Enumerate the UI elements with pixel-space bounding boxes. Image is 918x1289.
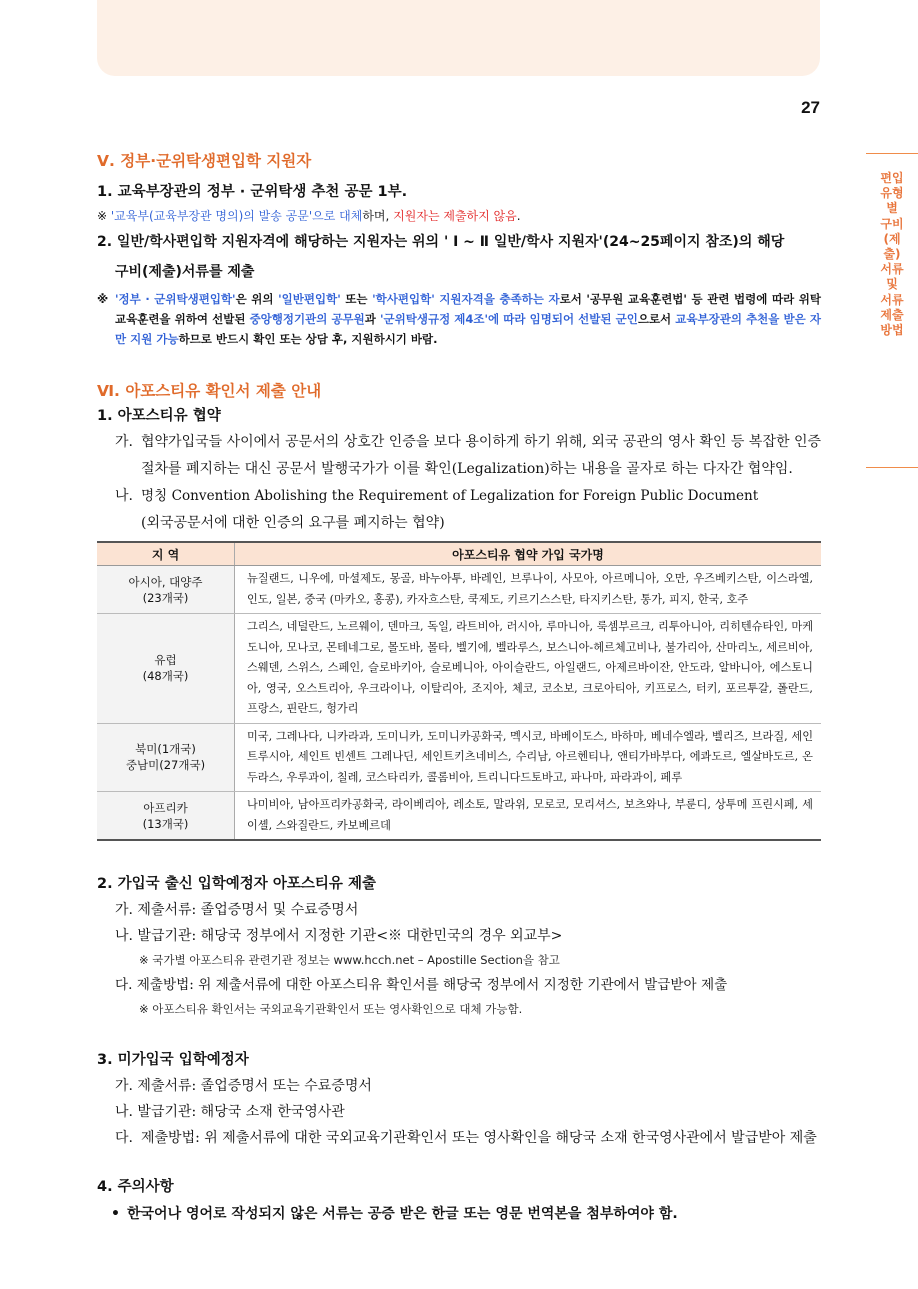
section6-sub1: 1. 아포스티유 협약 — [97, 408, 221, 424]
note-text: . — [516, 209, 521, 223]
s2-na: 나. 발급기관: 해당국 정부에서 지정한 기관<※ 대한민국의 경우 외교부> — [115, 928, 563, 944]
region-count: (13개국) — [142, 816, 189, 831]
region-count: (48개국) — [142, 669, 189, 684]
region-name: 북미(1개국) — [135, 742, 196, 757]
s3-ga: 가. 제출서류: 졸업증명서 또는 수료증명서 — [115, 1078, 372, 1094]
note2-span: 과 — [364, 312, 381, 326]
region-cell — [97, 614, 235, 724]
region-name: 유럽 — [154, 653, 177, 668]
note2-span: 은 위의 — [235, 292, 279, 306]
note2-span: '정부 · 군위탁생편입학' — [115, 292, 236, 306]
section5-note1 — [97, 206, 821, 227]
section6-title: Ⅵ. 아포스티유 확인서 제출 안내 — [97, 382, 322, 400]
region-count: 중남미(27개국) — [125, 758, 206, 773]
note-warning: 지원자는 제출하지 않음 — [393, 209, 517, 223]
note-mark: ※ — [97, 209, 111, 223]
side-tab-bottom-line — [866, 467, 918, 468]
note2-span: 하므로 반드시 확인 또는 상담 후, 지원하시기 바람. — [178, 332, 438, 346]
note2-span: 로서 '공무원 교육훈련법' 등 관련 법령에 따라 위탁교육훈련을 위하여 선발된 — [115, 292, 822, 326]
note-mark: ※ — [97, 292, 109, 306]
countries-cell: 나미비아, 남아프리카공화국, 라이베리아, 레소토, 말라위, 모로코, 모리셔스, 보츠와나, 부룬디, 상투메 프린시페, 세이셸, 스와질란드, 카보베르데 — [235, 792, 822, 841]
bullet-icon: • — [111, 1206, 120, 1222]
s4-text: 한국어나 영어로 작성되지 않은 서류는 공증 받은 한글 또는 영문 번역본을 첨부하여야 함. — [127, 1206, 678, 1222]
note2-span: '군위탁생규정 제4조'에 따라 임명되어 선발된 군인 — [380, 312, 638, 326]
item2-line1: 2. 일반/학사편입학 지원자격에 해당하는 지원자는 위의 ' Ⅰ ~ Ⅱ 일반/학사 지원자'(24~25페이지 참조)의 해당 — [97, 234, 785, 250]
section5-item1: 1. 교육부장관의 정부 · 군위탁생 추천 공문 1부. — [97, 184, 408, 200]
note2-span: 또는 — [340, 292, 373, 306]
table-row — [97, 723, 821, 792]
region-cell — [97, 723, 235, 792]
section5-item2 — [97, 227, 821, 287]
side-tab-top-line — [866, 153, 918, 154]
header-band — [97, 0, 820, 76]
region-count: (23개국) — [142, 590, 189, 605]
note2-span: 교육부장관의 추천을 받은 자만 지원 가능 — [115, 312, 821, 346]
na-text — [141, 483, 758, 537]
note2-span: 중앙행정기관의 공무원 — [249, 312, 365, 326]
side-tab — [866, 153, 918, 468]
note2-span: '일반편입학' — [278, 292, 341, 306]
note-link-text: '교육부(교육부장관 명의)의 발송 공문'으로 대체 — [110, 209, 363, 223]
countries-cell: 그리스, 네덜란드, 노르웨이, 덴마크, 독일, 라트비아, 러시아, 루마니아, 룩셈부르크, 리투아니아, 리히텐슈타인, 마케도니아, 모나코, 몬테네그로, 몰도바, 몰타, 벨기에, 벨라루스, 보스니아-헤르체고비나, 불가리아, 산마리노, 세르비아, 스웨덴, 스위스, 스페인, 슬로바키아, 슬로베니아, 아이슬란드, 아일랜드, 아제르바이잔, 안도라, 알바니아, 에스토니아, 영국, 오스트리아, 우크라이나, 이탈리아, 조지아, 체코, 코소보, 크로아티아, 키프로스, 터키, 포르투갈, 폴란드, 프랑스, 핀란드, 헝가리 — [235, 614, 822, 724]
na-line2: (외국공문서에 대한 인증의 요구를 폐지하는 협약) — [141, 515, 445, 531]
table-header-region: 지 역 — [97, 542, 235, 566]
item-marker: 다. — [115, 1130, 133, 1146]
section5-title: Ⅴ. 정부·군위탁생편입학 지원자 — [97, 152, 312, 170]
section6-sub2: 2. 가입국 출신 입학예정자 아포스티유 제출 — [97, 876, 376, 892]
s2-ga: 가. 제출서류: 졸업증명서 및 수료증명서 — [115, 902, 359, 918]
table-header-countries: 아포스티유 협약 가입 국가명 — [235, 542, 822, 566]
s4-bullet-item — [97, 1200, 821, 1228]
s2-na-note: ※ 국가별 아포스티유 관련기관 정보는 www.hcch.net – Apostille Section을 참고 — [139, 953, 560, 967]
region-name: 아시아, 대양주 — [128, 574, 203, 589]
region-name: 아프리카 — [143, 800, 188, 815]
section6-sub3: 3. 미가입국 입학예정자 — [97, 1052, 249, 1068]
item-marker: 가. — [115, 434, 133, 450]
section6-ga — [97, 429, 821, 483]
s3-na: 나. 발급기관: 해당국 소재 한국영사관 — [115, 1104, 345, 1120]
section5-note2 — [97, 289, 821, 349]
region-cell — [97, 566, 235, 614]
note2-body — [115, 289, 821, 349]
item2-line2: 구비(제출)서류를 제출 — [115, 264, 255, 280]
note2-span: '학사편입학' 지원자격을 충족하는 자 — [372, 292, 560, 306]
countries-cell: 미국, 그레나다, 니카라과, 도미니카, 도미니카공화국, 멕시코, 바베이도스, 바하마, 베네수엘라, 벨리즈, 브라질, 세인트루시아, 세인트 빈센트 그레나딘, 세인트키츠네비스, 수리남, 아르헨티나, 앤티가바부다, 에콰도르, 엘살바도르, 온두라스, 우루과이, 칠레, 코스타리카, 콜롬비아, 트리니다드토바고, 파나마, 파라과이, 페루 — [235, 723, 822, 792]
countries-cell: 뉴질랜드, 니우에, 마셜제도, 몽골, 바누아투, 바레인, 브루나이, 사모아, 아르메니아, 오만, 우즈베키스탄, 이스라엘, 인도, 일본, 중국 (마카오, 홍콩), 카자흐스탄, 쿡제도, 키르기스스탄, 타지키스탄, 통가, 피지, 한국, 호주 — [235, 566, 822, 614]
s3-da — [97, 1125, 821, 1152]
s2-da: 다. 제출방법: 위 제출서류에 대한 아포스티유 확인서를 해당국 정부에서 지정한 기관에서 발급받아 제출 — [115, 977, 728, 993]
table-row — [97, 566, 821, 614]
apostille-table — [97, 541, 821, 841]
s2-da-note: ※ 아포스티유 확인서는 국외교육기관확인서 또는 영사확인으로 대체 가능함. — [139, 1002, 523, 1016]
item-marker: 나. — [115, 488, 133, 504]
region-cell — [97, 792, 235, 841]
section6-sub4: 4. 주의사항 — [97, 1179, 174, 1195]
side-tab-label: 편입유형별 구비(제출)서류 및 서류제출방법 — [880, 171, 904, 338]
note-text: 하며, — [362, 209, 394, 223]
table-row — [97, 792, 821, 841]
section6-na — [97, 483, 821, 537]
ga-text: 협약가입국들 사이에서 공문서의 상호간 인증을 보다 용이하게 하기 위해, 외국 공관의 영사 확인 등 복잡한 인증절차를 폐지하는 대신 공문서 발행국가가 이를 확인(Legalization)하는 내용을 골자로 하는 다자간 협약임. — [141, 434, 821, 477]
s3-da-text: 제출방법: 위 제출서류에 대한 국외교육기관확인서 또는 영사확인을 해당국 소재 한국영사관에서 발급받아 제출 — [141, 1130, 817, 1146]
page-number: 27 — [801, 98, 820, 117]
page-content — [97, 150, 821, 1228]
na-line1: 명칭 Convention Abolishing the Requirement of Legalization for Foreign Public Document — [141, 488, 759, 504]
table-row — [97, 614, 821, 724]
note2-span: 으로서 — [637, 312, 676, 326]
